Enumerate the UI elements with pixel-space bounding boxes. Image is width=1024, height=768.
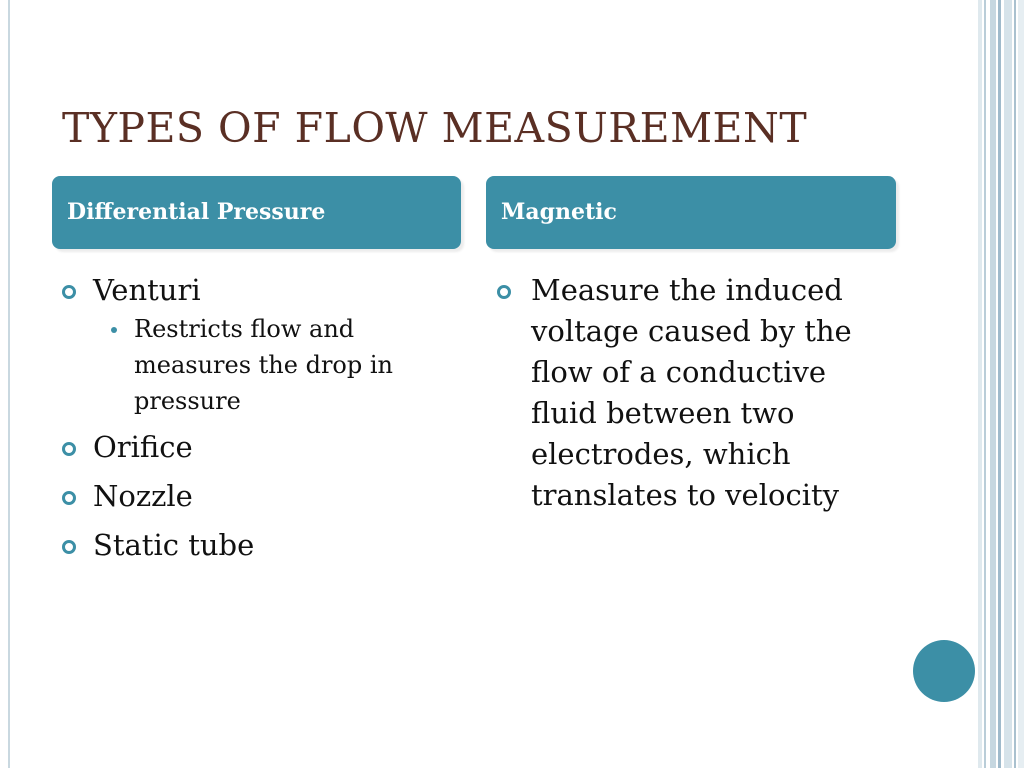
differential-pressure-header: Differential Pressure: [52, 176, 461, 249]
sub-list-item-text: Restricts flow and measures the drop in pressure: [134, 315, 394, 415]
slide-title: TYPES OF FLOW MEASUREMENT: [62, 104, 808, 152]
list-item-magnetic-description: [497, 270, 897, 516]
circle-decoration-icon: [913, 640, 975, 702]
list-item-orifice: [62, 427, 462, 468]
left-border-rule: [8, 0, 10, 768]
list-item-text: Venturi: [93, 273, 201, 307]
list-item-text: Measure the induced voltage caused by the flow of a conductive fluid between two electrodes, which translates to velocity: [531, 273, 852, 512]
dot-bullet-icon: [111, 327, 117, 333]
list-item-text: Nozzle: [93, 479, 193, 513]
list-item-venturi: [62, 270, 462, 419]
differential-pressure-list: [62, 270, 462, 574]
ring-bullet-icon: [62, 540, 76, 554]
list-item-static-tube: [62, 525, 462, 566]
venturi-sub-list: [93, 311, 462, 419]
list-item-text: Orifice: [93, 430, 193, 464]
right-decorative-stripes: [978, 0, 1024, 768]
magnetic-header: Magnetic: [486, 176, 896, 249]
sub-list-item: [93, 311, 462, 419]
ring-bullet-icon: [62, 285, 76, 299]
list-item-nozzle: [62, 476, 462, 517]
magnetic-list: [497, 270, 897, 524]
list-item-text: Static tube: [93, 528, 255, 562]
ring-bullet-icon: [497, 285, 511, 299]
ring-bullet-icon: [62, 491, 76, 505]
ring-bullet-icon: [62, 442, 76, 456]
